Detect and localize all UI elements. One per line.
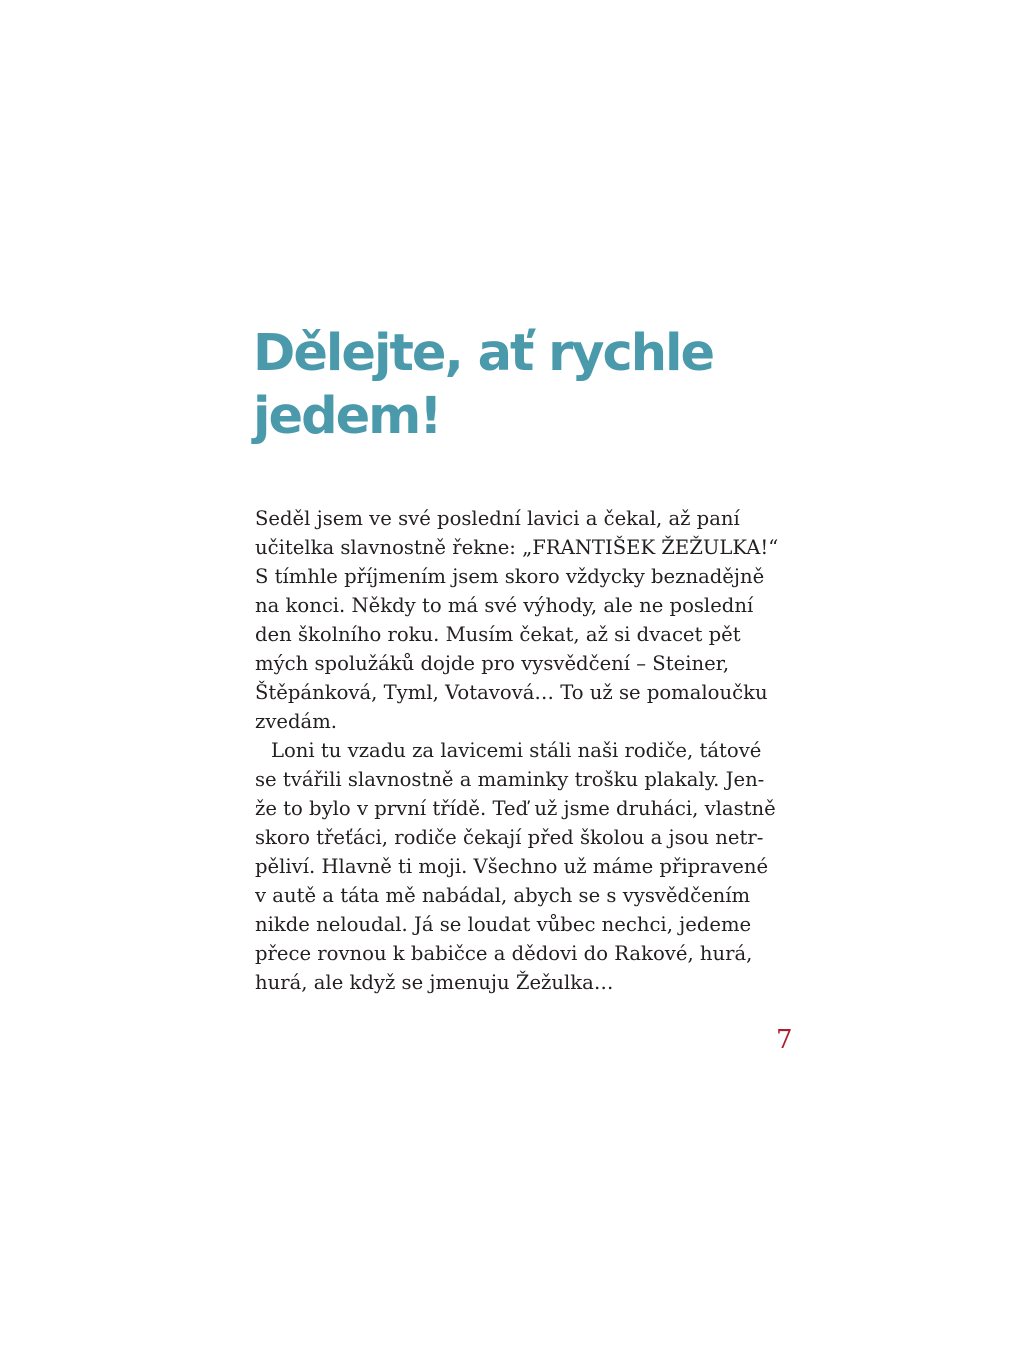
chapter-title xyxy=(253,322,813,448)
page-number: 7 xyxy=(776,1025,793,1055)
text-line: den školního roku. Musím čekat, až si dvacet pět xyxy=(255,623,741,646)
text-line: se tvářili slavnostně a maminky trošku plakaly. Jen- xyxy=(255,768,765,791)
text-line: na konci. Někdy to má své výhody, ale ne poslední xyxy=(255,594,754,617)
paragraph-2 xyxy=(255,736,815,997)
text-line: mých spolužáků dojde pro vysvědčení – Steiner, xyxy=(255,652,730,675)
text-line: pěliví. Hlavně ti moji. Všechno už máme připravené xyxy=(255,855,769,878)
paragraph-1 xyxy=(255,504,815,736)
text-line: S tímhle příjmením jsem skoro vždycky beznadějně xyxy=(255,565,765,588)
text-line: v autě a táta mě nabádal, abych se s vysvědčením xyxy=(255,884,751,907)
text-line: zvedám. xyxy=(255,710,338,733)
body-text xyxy=(255,504,815,997)
text-line: nikde neloudal. Já se loudat vůbec nechci, jedeme xyxy=(255,913,752,936)
text-line: učitelka slavnostně řekne: „FRANTIŠEK ŽEŽULKA!“ xyxy=(255,536,779,559)
text-line: že to bylo v první třídě. Teď už jsme druháci, vlastně xyxy=(255,797,776,820)
text-line: Loni tu vzadu za lavicemi stáli naši rodiče, tátové xyxy=(271,739,762,762)
text-line: přece rovnou k babičce a dědovi do Rakové, hurá, xyxy=(255,942,753,965)
text-line: skoro třeťáci, rodiče čekají před školou a jsou netr- xyxy=(255,826,764,849)
text-line: Štěpánková, Tyml, Votavová… To už se pomaloučku xyxy=(255,681,768,704)
text-line: hurá, ale když se jmenuju Žežulka… xyxy=(255,971,614,994)
text-line: Seděl jsem ve své poslední lavici a čekal, až paní xyxy=(255,507,740,530)
chapter-title-line: jedem! xyxy=(253,387,441,446)
chapter-title-line: Dělejte, ať rychle xyxy=(253,324,714,383)
